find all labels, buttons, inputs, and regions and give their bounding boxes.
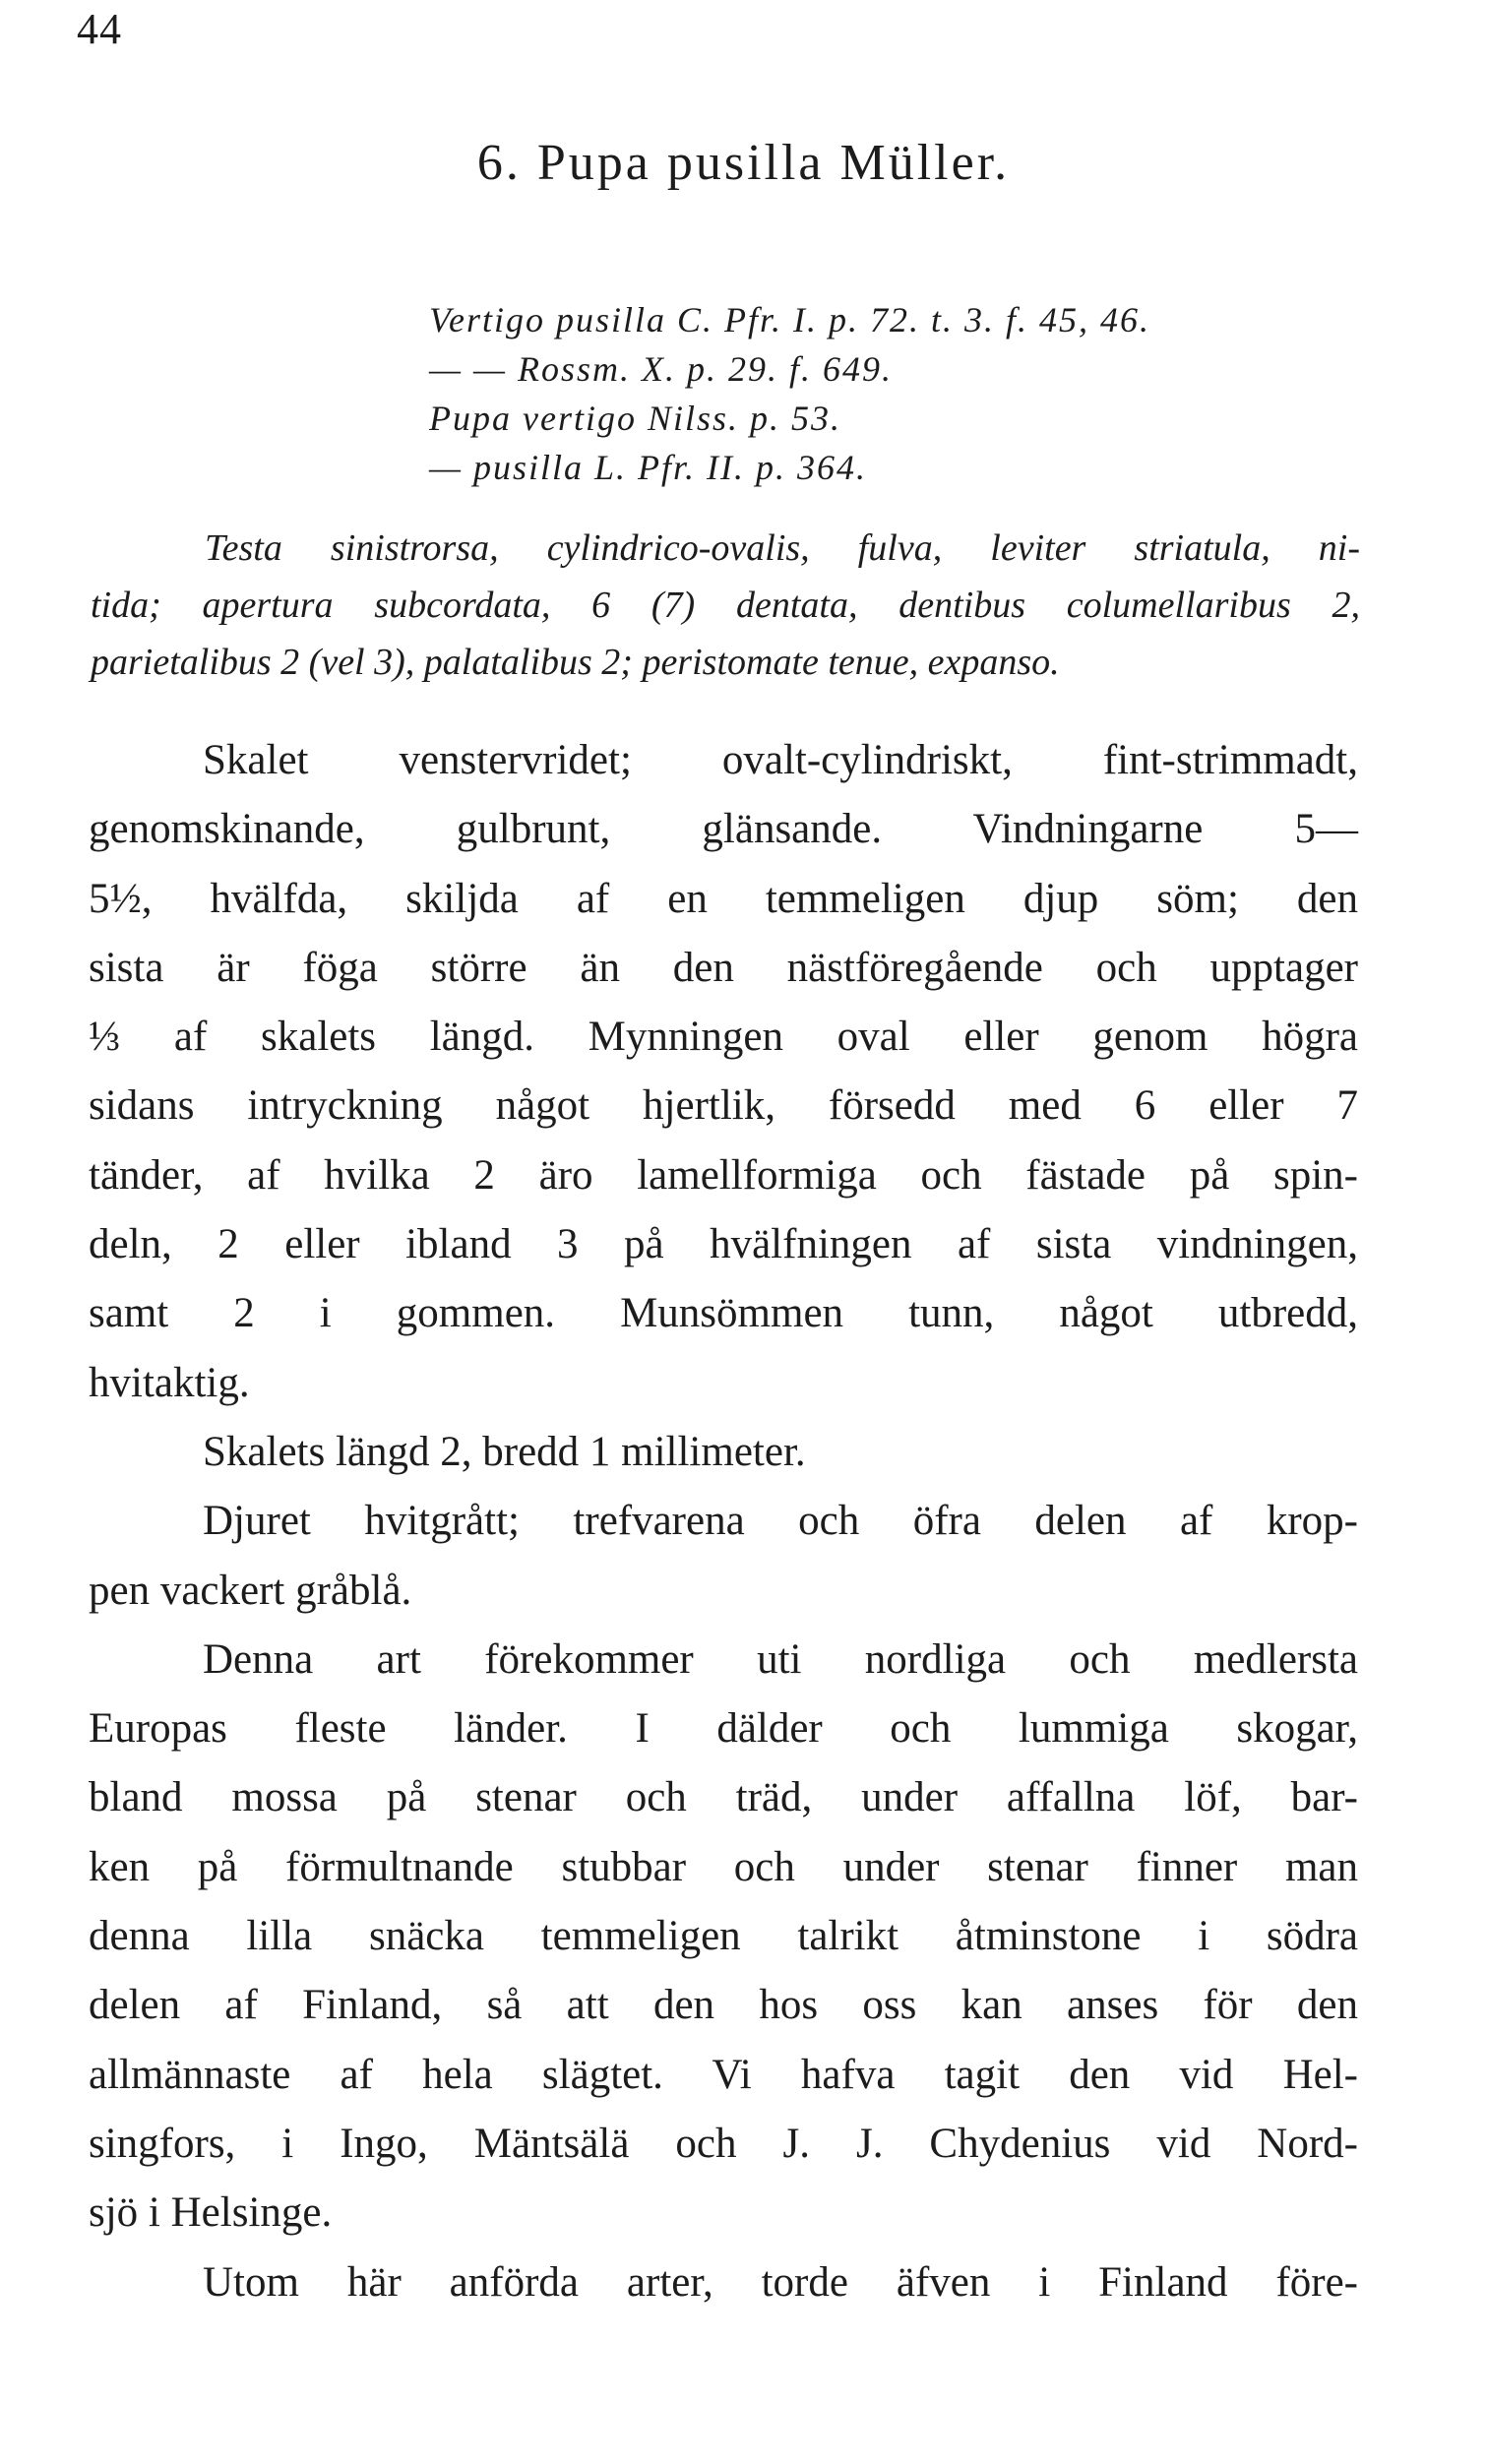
page-number: 44 bbox=[77, 5, 122, 53]
text-line: pen vackert gråblå. bbox=[89, 1567, 412, 1614]
text-line: tänder, af hvilka 2 äro lamellformiga och fästade på spin- bbox=[89, 1151, 1358, 1199]
text-line: Utom här anförda arter, torde äfven i Finland före- bbox=[203, 2258, 1358, 2306]
text-line: allmännaste af hela slägtet. Vi hafva tagit den vid Hel- bbox=[89, 2051, 1358, 2098]
text-line: denna lilla snäcka temmeligen talrikt åtminstone i södra bbox=[89, 1913, 1358, 1960]
latin-line: parietalibus 2 (vel 3), palatalibus 2; peristomate tenue, expanso. bbox=[91, 642, 1060, 683]
synonymy-block bbox=[429, 295, 1413, 492]
synonym-line: — — Rossm. X. p. 29. f. 649. bbox=[429, 349, 894, 389]
latin-diagnosis bbox=[91, 520, 1360, 691]
text-line: hvitaktig. bbox=[89, 1359, 250, 1406]
latin-line: Testa sinistrorsa, cylindrico-ovalis, fulva, leviter striatula, ni- bbox=[205, 527, 1360, 569]
latin-line: tida; apertura subcordata, 6 (7) dentata, dentibus columellaribus 2, bbox=[91, 585, 1360, 626]
synonym-line: — pusilla L. Pfr. II. p. 364. bbox=[429, 448, 868, 487]
text-line: Europas fleste länder. I dälder och lummiga skogar, bbox=[89, 1705, 1358, 1753]
text-line: ken på förmultnande stubbar och under stenar finner man bbox=[89, 1843, 1358, 1890]
text-line: Skalets längd 2, bredd 1 millimeter. bbox=[203, 1428, 806, 1475]
text-line: genomskinande, gulbrunt, glänsande. Vindningarne 5— bbox=[89, 806, 1358, 853]
text-line: Djuret hvitgrått; trefvarena och öfra delen af krop- bbox=[203, 1498, 1358, 1545]
text-line: delen af Finland, så att den hos oss kan anses för den bbox=[89, 1982, 1358, 2029]
text-line: sjö i Helsinge. bbox=[89, 2189, 333, 2237]
species-heading: 6. Pupa pusilla Müller. bbox=[476, 135, 1011, 191]
text-line: sista är föga större än den nästföregående och upptager bbox=[89, 944, 1358, 991]
text-line: singfors, i Ingo, Mäntsälä och J. J. Chydenius vid Nord- bbox=[89, 2120, 1358, 2167]
swedish-description bbox=[89, 726, 1358, 2317]
text-line: ⅓ af skalets längd. Mynningen oval eller genom högra bbox=[89, 1014, 1358, 1061]
text-line: sidans intryckning något hjertlik, försedd med 6 eller 7 bbox=[89, 1082, 1358, 1130]
text-line: Denna art förekommer uti nordliga och medlersta bbox=[203, 1635, 1358, 1683]
text-line: Skalet venstervridet; ovalt-cylindriskt, fint-strimmadt, bbox=[203, 737, 1358, 783]
text-line: samt 2 i gommen. Munsömmen tunn, något utbredd, bbox=[89, 1290, 1358, 1337]
text-line: deln, 2 eller ibland 3 på hvälfningen af sista vindningen, bbox=[89, 1221, 1358, 1268]
synonym-line: Pupa vertigo Nilss. p. 53. bbox=[429, 399, 841, 438]
synonym-line: Vertigo pusilla C. Pfr. I. p. 72. t. 3. f. 45, 46. bbox=[429, 300, 1151, 339]
text-line: 5½, hvälfda, skiljda af en temmeligen djup söm; den bbox=[89, 875, 1358, 922]
text-line: bland mossa på stenar och träd, under affallna löf, bar- bbox=[89, 1774, 1358, 1821]
